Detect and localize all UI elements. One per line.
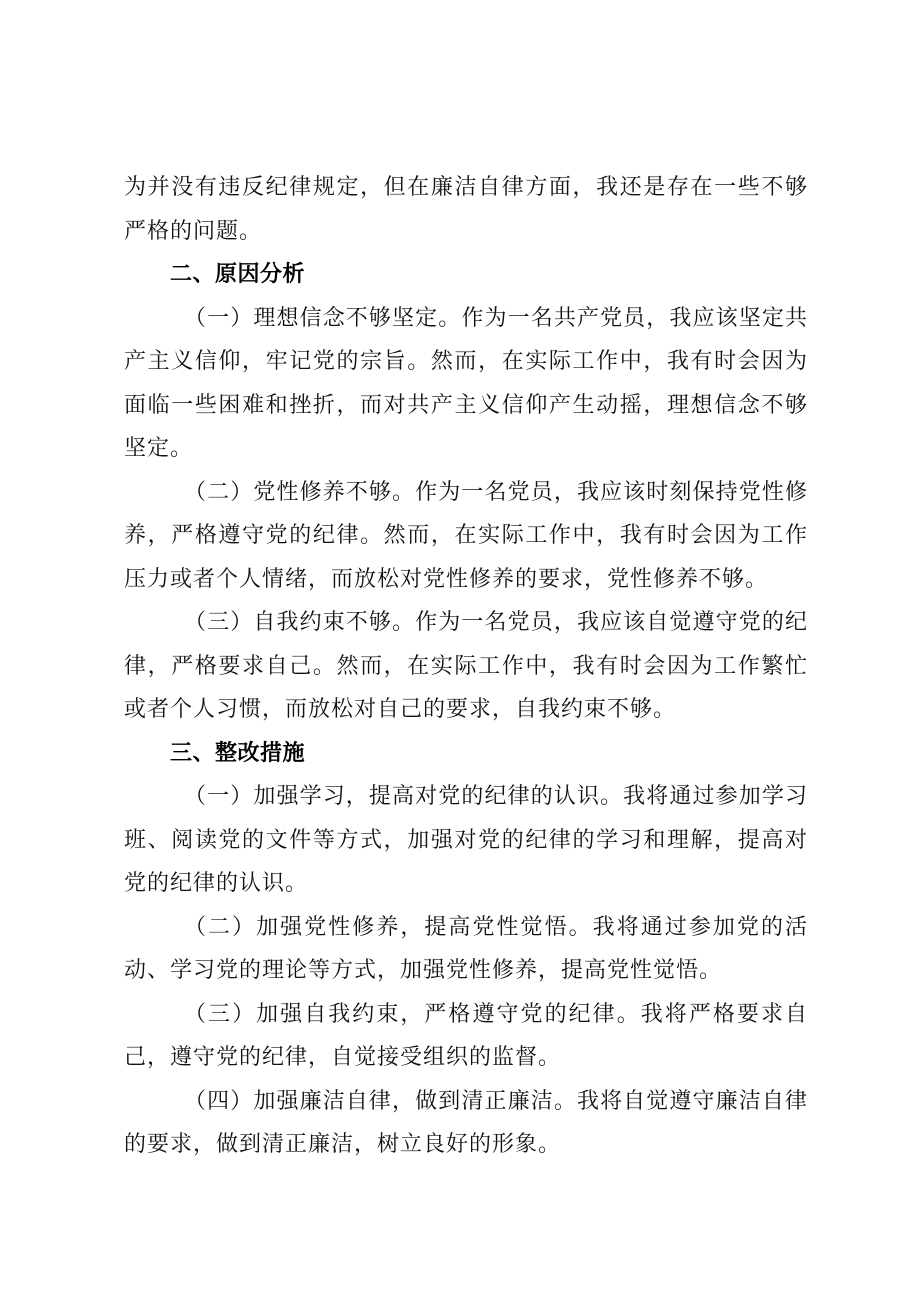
paragraph-measure-2: （二）加强党性修养，提高党性觉悟。我将通过参加党的活动、学习党的理论等方式，加强党性修养，提高党性觉悟。 [124,914,808,983]
paragraph-measure-1: （一）加强学习，提高对党的纪律的认识。我将通过参加学习班、阅读党的文件等方式，加强对党的纪律的学习和理解，提高对党的纪律的认识。 [124,784,808,896]
paragraph-measure-3: （三）加强自我约束，严格遵守党的纪律。我将严格要求自己，遵守党的纪律，自觉接受组织的监督。 [124,1001,808,1070]
paragraph-cause-3: （三）自我约束不够。作为一名党员，我应该自觉遵守党的纪律，严格要求自己。然而，在实际工作中，我有时会因为工作繁忙或者个人习惯，而放松对自己的要求，自我约束不够。 [124,610,808,722]
document-body [124,166,808,1167]
section-heading-rectification: 三、整改措施 [170,740,306,766]
section-heading-cause-analysis: 二、原因分析 [170,262,306,287]
paragraph-continuation: 为并没有违反纪律规定，但在廉洁自律方面，我还是存在一些不够严格的问题。 [124,175,808,244]
paragraph-cause-1: （一）理想信念不够坚定。作为一名共产党员，我应该坚定共产主义信仰，牢记党的宗旨。然而，在实际工作中，我有时会因为面临一些困难和挫折，而对共产主义信仰产生动摇，理想信念不够坚定。 [124,305,808,461]
paragraph-cause-2: （二）党性修养不够。作为一名党员，我应该时刻保持党性修养，严格遵守党的纪律。然而，在实际工作中，我有时会因为工作压力或者个人情绪，而放松对党性修养的要求，党性修养不够。 [124,479,808,592]
paragraph-measure-4: （四）加强廉洁自律，做到清正廉洁。我将自觉遵守廉洁自律的要求，做到清正廉洁，树立良好的形象。 [124,1088,808,1157]
